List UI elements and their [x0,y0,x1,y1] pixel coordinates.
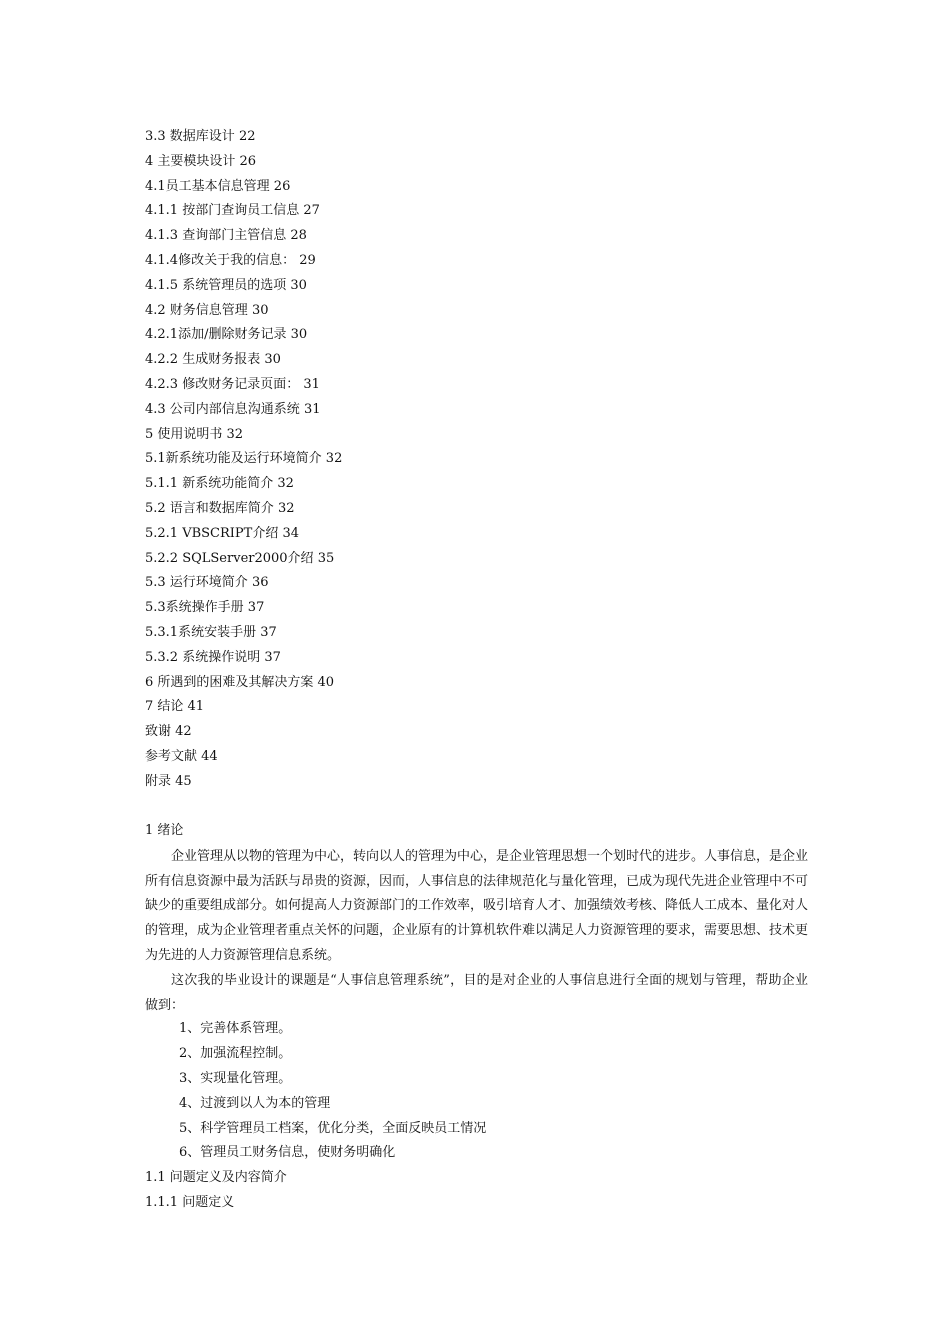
toc-entry: 4.2.3 修改财务记录页面： 31 [145,376,320,392]
toc-entry: 4.2.1添加/删除财务记录 30 [145,327,308,343]
toc-entry: 4 主要模块设计 26 [145,153,257,169]
chapter-heading: 1 绪论 [145,823,184,838]
list-item: 5、科学管理员工档案，优化分类，全面反映员工情况 [179,1120,487,1136]
toc-entry: 附录 45 [145,773,192,789]
subsection-heading: 1.1.1 问题定义 [145,1194,235,1210]
toc-entry: 5 使用说明书 32 [145,426,244,442]
toc-entry: 4.1.5 系统管理员的选项 30 [145,277,307,293]
toc-entry: 4.2.2 生成财务报表 30 [145,352,281,368]
toc-entry: 4.1.4修改关于我的信息： 29 [145,252,316,268]
toc-entry: 致谢 42 [145,724,192,740]
toc-entry: 5.3系统操作手册 37 [145,600,265,616]
toc-entry: 参考文献 44 [145,748,218,764]
toc-entry: 5.2.1 VBSCRIPT介绍 34 [145,525,300,541]
intro-paragraph: 企业管理从以物的管理为中心，转向以人的管理为中心，是企业管理思想一个划时代的进步。人事信息，是企业所有信息资源中最为活跃与昂贵的资源，因而，人事信息的法律规范化与量化管理，已成为现代先进企业管理中不可缺少的重要组成部分。如何提高人力资源部门的工作效率，吸引培育人才、加强绩效考核、降低人工成本、量化对人的管理，成为企业管理者重点关怀的问题，企业原有的计算机软件难以满足人力资源管理的要求，需要思想、技术更为先进的人力资源管理信息系统。 [145,848,809,963]
list-item: 4、过渡到以人为本的管理 [179,1095,331,1111]
toc-entry: 5.2 语言和数据库简介 32 [145,500,295,516]
list-item: 2、加强流程控制。 [179,1046,292,1062]
section-heading: 1.1 问题定义及内容简介 [145,1170,287,1186]
list-item: 6、管理员工财务信息，使财务明确化 [179,1145,396,1161]
toc-entry: 4.1.3 查询部门主管信息 28 [145,228,307,244]
toc-entry: 7 结论 41 [145,699,205,715]
chapter-body [145,820,808,1217]
table-of-contents [145,126,805,796]
toc-entry: 5.2.2 SQLServer2000介绍 35 [145,550,335,566]
list-item: 1、完善体系管理。 [179,1021,292,1037]
toc-entry: 4.1.1 按部门查询员工信息 27 [145,203,320,219]
toc-entry: 4.1员工基本信息管理 26 [145,178,291,194]
toc-entry: 5.3 运行环境简介 36 [145,575,269,591]
toc-entry: 5.3.2 系统操作说明 37 [145,649,281,665]
toc-entry: 5.1.1 新系统功能简介 32 [145,476,294,492]
toc-entry: 6 所遇到的困难及其解决方案 40 [145,674,335,690]
topic-paragraph: 这次我的毕业设计的课题是“人事信息管理系统”，目的是对企业的人事信息进行全面的规划与管理，帮助企业做到： [145,972,808,1013]
list-item: 3、实现量化管理。 [179,1070,292,1086]
toc-entry: 4.3 公司内部信息沟通系统 31 [145,401,321,417]
toc-entry: 5.3.1系统安装手册 37 [145,624,277,640]
toc-entry: 4.2 财务信息管理 30 [145,302,269,318]
goal-list [145,1018,808,1167]
toc-entry: 3.3 数据库设计 22 [145,129,256,144]
toc-entry: 5.1新系统功能及运行环境简介 32 [145,451,343,467]
